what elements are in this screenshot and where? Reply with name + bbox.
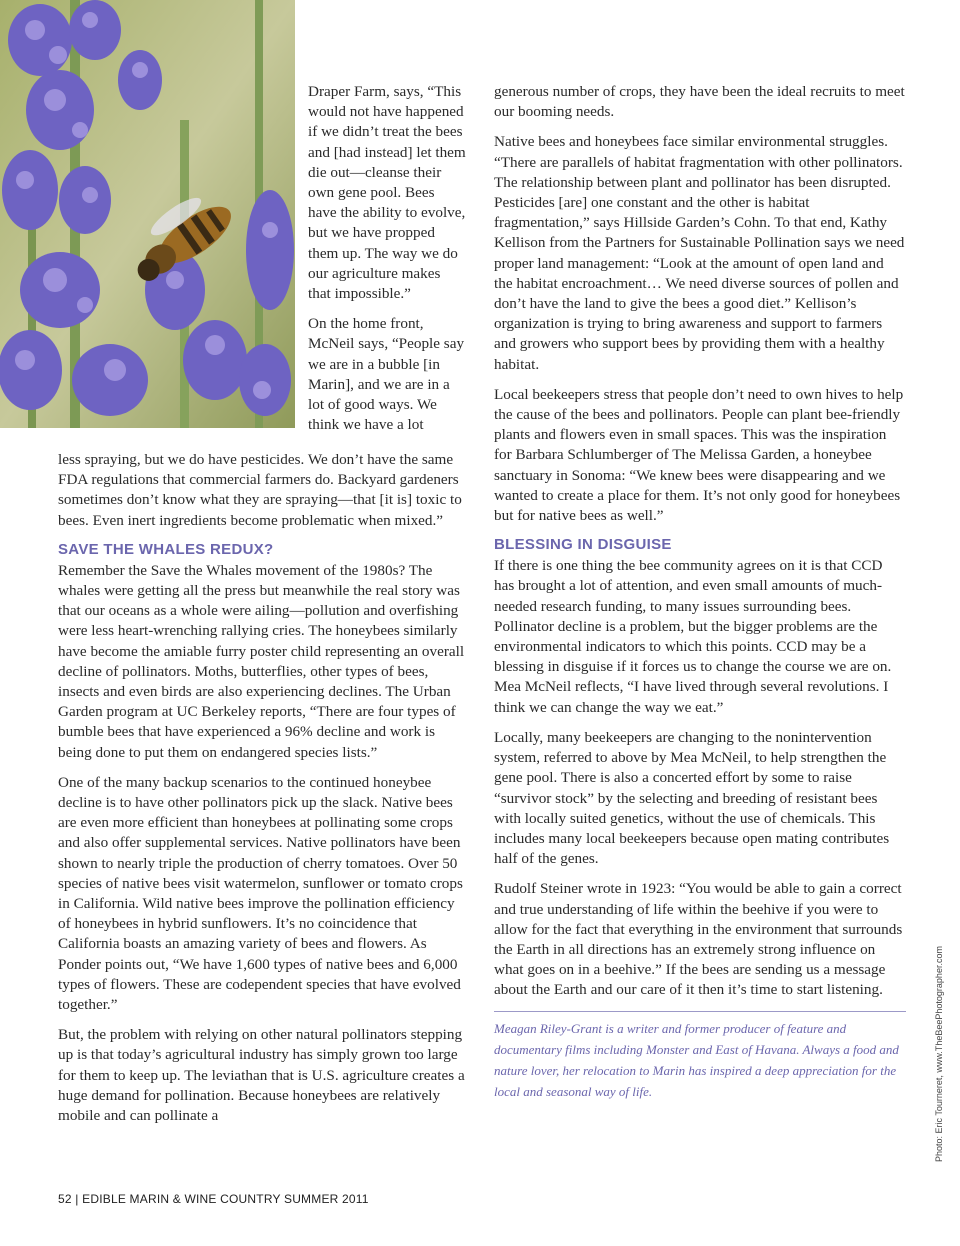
body-paragraph: Rudolf Steiner wrote in 1923: “You would be able to gain a correct and true understanding of life within the beehive if you were to allow for the fact that everything in the environment that surrounds the Earth in all directions has an extremely strong influence on what goes on in a beehive.” If the bees are sending us a message about the Earth and our care of it then it’s time to start listening.	[494, 880, 903, 999]
body-paragraph: generous number of crops, they have been the ideal recruits to meet our booming needs.	[494, 83, 905, 121]
wrap-paragraph: On the home front, McNeil says, “People say we are in a bubble [in Marin], and we are in a lot of good ways. We think we have a lot	[308, 315, 465, 434]
wrap-paragraph: Draper Farm, says, “This would not have happened if we didn’t treat the bees and [had instead] let them die out—cleanse their own gene pool. Bees have the ability to evolve, but we have propped them up. The way we do our agriculture makes that impossible.”	[308, 83, 466, 303]
photo-credit: Photo: Eric Tourneret, www.TheBeePhotographer.com	[934, 946, 944, 1162]
continuation-paragraph: less spraying, but we do have pesticides. We don’t have the same FDA regulations that commercial farmers do. Backyard gardeners sometimes don’t know what they are spraying—that [it is] toxic to bees. Even inert ingredients become problematic when mixed.”	[58, 451, 462, 529]
right-column	[494, 82, 906, 1102]
body-paragraph: Native bees and honeybees face similar environmental struggles. “There are parallels of habitat fragmentation with other pollinators. The relationship between plant and pollinator has been disrupted. Pesticides [are] one constant and the other is habitat fragmentation,” says Hillside Garden’s Cohn. To that end, Kathy Kellison from the Partners for Sustainable Pollination says we need proper land management: “Look at the amount of open land and the habitat encroachment… We need diverse sources of pollen and don’t have the land to give the bees a good diet.” Kellison’s organization is trying to bring awareness and support to farmers and growers who support bees by providing them with a healthy habitat.	[494, 133, 905, 373]
body-paragraph: But, the problem with relying on other natural pollinators stepping up is that today’s agricultural industry has simply grown too large for them to keep up. The leviathan that is U.S. agriculture creates a huge demand for pollination. Because honeybees are relatively mobile and can pollinate a	[58, 1026, 465, 1125]
body-paragraph: One of the many backup scenarios to the continued honeybee decline is to have other pollinators pick up the slack. Native bees are even more efficient than honeybees at pollinating some crops and also offer supplemental services. Native pollinators have been shown to nearly triple the production of cherry tomatoes. Over 50 species of native bees visit watermelon, sunflower or tomato crops in California. Wild native bees improve the pollination efficiency of honeybees in hybrid sunflowers. It’s no coincidence that California boasts an amazing variety of bees and flowers. As Ponder points out, “We have 1,600 types of native bees and 6,000 types of flowers. These are codependent species that have evolved together.”	[58, 773, 463, 1014]
section-heading-blessing-in-disguise: BLESSING IN DISGUISE	[494, 536, 672, 554]
section-heading-save-the-whales: SAVE THE WHALES REDUX?	[58, 540, 274, 558]
bee-on-lavender-photo	[0, 0, 295, 428]
author-bio: Meagan Riley-Grant is a writer and former producer of feature and documentary films including Monster and East of Havana. Always a food and nature lover, her relocation to Marin has inspired a deep appreciation for the local and seasonal way of life.	[494, 1011, 906, 1102]
page-footer: 52 | EDIBLE MARIN & WINE COUNTRY SUMMER 2011	[58, 1192, 369, 1206]
body-paragraph: Locally, many beekeepers are changing to the nonintervention system, referred to above by Mea McNeil, to help strengthen the gene pool. There is also a concerted effort by some to raise “survivor stock” by the selecting and breeding of resistant bees with locally suited genetics, without the use of chemicals. This includes many local beekeepers because open mating contributes half of the genes.	[494, 728, 890, 868]
body-paragraph: Remember the Save the Whales movement of the 1980s? The whales were getting all the press but meanwhile the real story was that our oceans as a whole were ailing—pollution and overfishing were less heart-wrenching rallying cries. The honeybees similarly have become the amiable furry poster child representing an overall decline of pollinators. Moths, butterflies, other types of bees, insects and even birds are also experiencing declines. The Urban Garden program at UC Berkeley reports, “There are four types of bumble bees that have experienced a 96% decline and work is being done to put them on endangered species lists.”	[58, 561, 465, 761]
wrap-text-column	[308, 82, 466, 445]
left-column	[58, 450, 468, 1136]
body-paragraph: Local beekeepers stress that people don’t need to own hives to help the cause of the bees and pollinators. People can plant bee-friendly plants and flowers even in small spaces. This was the inspiration for Barbara Schlumberger of The Melissa Garden, a honeybee sanctuary in Sonoma: “We knew bees were disappearing and we wanted to create a place for them. It’s not only good for honeybees but for native bees as well.”	[494, 385, 904, 525]
body-paragraph: If there is one thing the bee community agrees on it is that CCD has brought a lot of attention, and even small amounts of much-needed research funding, to many issues surrounding bees. Pollinator decline is a problem, but the bigger problems are the environmental indicators to which this points. CCD may be a blessing in disguise if it forces us to change the course we are on. Mea McNeil reflects, “I have lived through several revolutions. I think we can change the way we eat.”	[494, 557, 892, 716]
